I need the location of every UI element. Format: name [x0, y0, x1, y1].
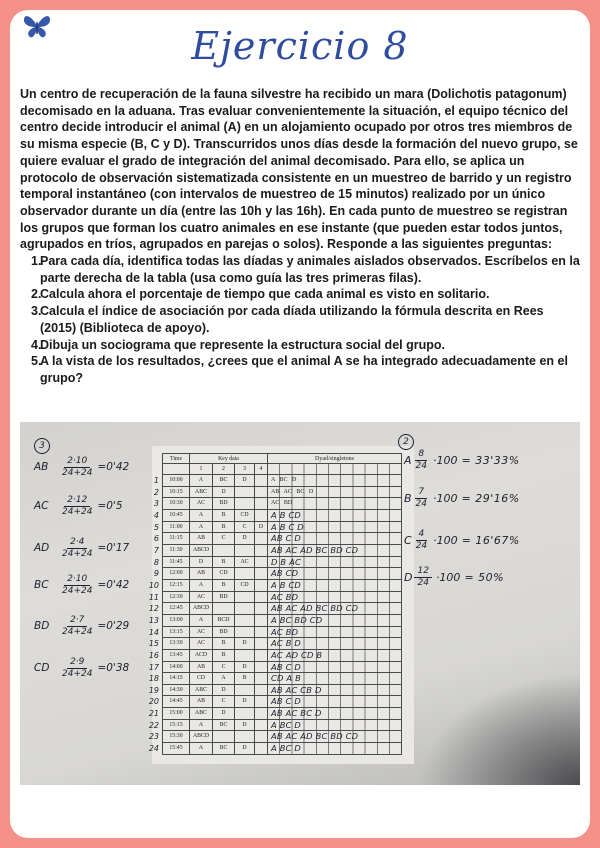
key-data-cell: A: [213, 673, 235, 685]
dyad-cell: AC BD: [268, 592, 402, 604]
fraction: [60, 495, 94, 518]
key-data-cell: B: [235, 673, 255, 685]
dyad-cell: AB C D: [268, 533, 402, 545]
time-cell: 14:45: [162, 696, 190, 708]
key-data-cell: AC: [190, 638, 213, 650]
key-data-cell: [255, 696, 268, 708]
denominator: 24: [415, 498, 427, 509]
table-row: [144, 720, 422, 732]
key-data-cell: AC: [190, 627, 213, 639]
key-data-cell: D: [213, 708, 235, 720]
numerator: 12: [414, 566, 431, 578]
key-data-cell: D: [255, 522, 268, 534]
key-data-cell: A: [190, 720, 213, 732]
key-data-cell: [255, 638, 268, 650]
dyad-label: BD: [34, 620, 50, 632]
dyad-label: AD: [34, 542, 50, 554]
time-cell: 11:00: [162, 522, 190, 534]
row-number: 10: [148, 580, 159, 590]
key-data-cell: D: [235, 743, 255, 755]
key-data-cell: [235, 568, 255, 580]
key-data-cell: AC: [190, 592, 213, 604]
row-number: 21: [148, 709, 159, 719]
key-data-cell: CD: [190, 673, 213, 685]
dyad-cell: AC B D: [268, 638, 402, 650]
header-col-3: 3: [235, 464, 255, 475]
key-data-cell: [255, 603, 268, 615]
key-data-cell: A: [190, 743, 213, 755]
question-list: [20, 253, 582, 387]
numerator: 2·7: [67, 615, 87, 627]
row-number-spacer: [144, 464, 162, 475]
dyad-label: AC: [34, 500, 49, 512]
key-data-cell: CD: [235, 510, 255, 522]
table-header-row: [144, 453, 422, 464]
result: =0'17: [97, 542, 130, 554]
multiplier: ·100: [433, 491, 458, 505]
dyad-cell: AB AC CB D: [268, 685, 402, 697]
multiplier: ·100: [433, 533, 458, 547]
table-row: [144, 638, 422, 650]
numerator: 2·9: [67, 657, 87, 669]
row-number: 11: [148, 592, 159, 602]
key-data-cell: D: [235, 475, 255, 487]
dyad-cell: AB AC AD BC BD CD: [268, 545, 402, 557]
question-item: [20, 286, 582, 303]
row-number: 9: [153, 569, 159, 579]
key-data-cell: BD: [213, 592, 235, 604]
key-data-cell: [213, 731, 235, 743]
question-item: [20, 253, 582, 286]
time-cell: 13:00: [162, 615, 190, 627]
key-data-cell: CD: [213, 568, 235, 580]
row-number: 4: [153, 510, 159, 520]
dyad-cell: AC AD CD B: [268, 650, 402, 662]
denominator: 24: [417, 577, 429, 588]
numerator: 2·4: [67, 537, 87, 549]
key-data-cell: AC: [190, 498, 213, 510]
row-number: 1: [153, 476, 159, 485]
key-data-cell: BC: [213, 743, 235, 755]
key-data-cell: C: [235, 522, 255, 534]
key-data-cell: AB: [190, 662, 213, 674]
fraction: [414, 449, 429, 472]
fraction: [414, 487, 429, 510]
result: = 29'16%: [461, 491, 520, 505]
key-data-cell: [255, 708, 268, 720]
key-data-cell: [255, 662, 268, 674]
question-number: 5.: [31, 354, 42, 369]
dyad-cell: AB AC AD BC BD CD: [268, 731, 402, 743]
key-data-cell: [235, 615, 255, 627]
dyad-cell: D B AC: [268, 557, 402, 569]
key-data-cell: BC: [213, 475, 235, 487]
question-item: [20, 337, 582, 354]
row-number: 7: [153, 545, 159, 555]
question-text: Para cada día, identifica todas las díadas y animales aislados observados. Escríbelos en la parte derecha de la tabla (usa como guía las tres primeras filas).: [40, 254, 580, 285]
time-cell: 12:30: [162, 592, 190, 604]
numerator: 4: [416, 529, 428, 541]
time-cell: 15:15: [162, 720, 190, 732]
fraction: [60, 657, 94, 680]
time-cell: 10:00: [162, 475, 190, 487]
dyad-cell: AC BD: [268, 498, 402, 510]
table-row: [144, 592, 422, 604]
question-text: Calcula ahora el porcentaje de tiempo que cada animal es visto en solitario.: [40, 287, 490, 302]
question-number: 1.: [31, 254, 42, 269]
row-number: 23: [148, 732, 159, 742]
association-calc: [34, 656, 129, 680]
intro-paragraph: Un centro de recuperación de la fauna silvestre ha recibido un mara (Dolichotis patagonum) decomisado en la aduana. Tras evaluar convenientemente la situación, el equipo técnico del centro decide introducir el animal (A) en un alojamiento ocupado por otros tres miembros de su misma especie (B, C y D). Transcurridos unos días desde la formación del nuevo grupo, se quiere evaluar el grado de integración del animal decomisado. Para ello, se aplica un protocolo de observación sistematizada consistente en un muestreo de barrido y un registro temporal instantáneo (con intervalos de muestreo de 15 minutos) realizado por un único observador durante un día (entre las 10h y las 16h). En cada punto de muestreo se registran los grupos que forman los cuatro animales en ese instante (que pueden estar todos juntos, agrupados en tríos, agrupados en parejas o solos). Responde a las siguientes preguntas:: [20, 87, 578, 252]
association-calc: [34, 494, 123, 518]
dyad-cell: A B C D: [268, 522, 402, 534]
time-cell: 13:45: [162, 650, 190, 662]
denominator: 24+24: [62, 626, 93, 637]
result: = 33'33%: [461, 453, 520, 467]
association-calc: [34, 614, 129, 638]
key-data-cell: [235, 545, 255, 557]
key-data-cell: D: [235, 720, 255, 732]
fraction: [60, 574, 94, 597]
key-data-cell: C: [213, 696, 235, 708]
key-data-cell: D: [213, 685, 235, 697]
dyad-cell: A BC D: [268, 475, 402, 487]
table-subheader-row: [144, 464, 422, 475]
key-data-cell: [255, 510, 268, 522]
table-row: [144, 662, 422, 674]
header-dyad-grid: [268, 464, 402, 475]
denominator: 24+24: [62, 668, 93, 679]
key-data-cell: [255, 743, 268, 755]
key-data-cell: BD: [213, 627, 235, 639]
key-data-cell: ACD: [190, 650, 213, 662]
multiplier: ·100: [432, 453, 458, 467]
numerator: 2·10: [64, 574, 90, 586]
time-cell: 10:45: [162, 510, 190, 522]
result: = 50%: [464, 570, 505, 584]
fraction: [60, 615, 94, 638]
key-data-cell: A: [190, 510, 213, 522]
time-cell: 14:30: [162, 685, 190, 697]
numerator: 7: [415, 487, 427, 499]
multiplier: ·100: [435, 570, 461, 584]
row-number: 24: [148, 744, 159, 754]
time-cell: 10:15: [162, 487, 190, 499]
key-data-cell: [235, 650, 255, 662]
solitary-calc: [404, 486, 520, 510]
key-data-cell: [255, 720, 268, 732]
key-data-cell: D: [235, 533, 255, 545]
row-number: 12: [148, 604, 159, 614]
dyad-cell: A BC D: [268, 743, 402, 755]
result: =0'42: [97, 579, 130, 591]
time-cell: 11:30: [162, 545, 190, 557]
table-row: [144, 487, 422, 499]
association-calc: [34, 455, 129, 479]
table-row: [144, 545, 422, 557]
key-data-cell: ABCD: [190, 545, 213, 557]
key-data-cell: [255, 580, 268, 592]
key-data-cell: [255, 673, 268, 685]
observation-table: [144, 453, 422, 755]
table-body: [144, 475, 422, 755]
dyad-cell: AB C D: [268, 662, 402, 674]
animal-label: C: [404, 533, 412, 547]
key-data-cell: CD: [235, 580, 255, 592]
key-data-cell: AB: [190, 696, 213, 708]
key-data-cell: A: [190, 475, 213, 487]
row-number: 19: [148, 685, 159, 695]
header-time: Time: [162, 453, 190, 464]
denominator: 24: [415, 540, 428, 551]
table-row: [144, 603, 422, 615]
result: =0'29: [97, 620, 130, 632]
key-data-cell: D: [190, 557, 213, 569]
dyad-label: BC: [34, 579, 49, 591]
key-data-cell: D: [213, 487, 235, 499]
key-data-cell: A: [190, 522, 213, 534]
fraction: [60, 456, 94, 479]
key-data-cell: [235, 603, 255, 615]
key-data-cell: [235, 487, 255, 499]
numerator: 8: [415, 449, 427, 461]
time-cell: 11:15: [162, 533, 190, 545]
key-data-cell: [255, 557, 268, 569]
page-title: Ejercicio 8: [191, 24, 409, 68]
row-number: 17: [148, 662, 159, 672]
numerator: 2·12: [64, 495, 90, 507]
key-data-cell: [255, 627, 268, 639]
row-number: 2: [153, 487, 159, 497]
time-cell: 11:45: [162, 557, 190, 569]
association-calc: [34, 573, 129, 597]
row-number: 16: [148, 650, 159, 660]
key-data-cell: [255, 685, 268, 697]
exercise-text: [20, 86, 582, 387]
key-data-cell: AB: [190, 568, 213, 580]
time-cell: 15:45: [162, 743, 190, 755]
denominator: 24+24: [62, 467, 93, 478]
key-data-cell: A: [190, 615, 213, 627]
key-data-cell: [235, 685, 255, 697]
section-2-marker: 2: [398, 434, 414, 450]
key-data-cell: [235, 627, 255, 639]
key-data-cell: [235, 731, 255, 743]
result: = 16'67%: [461, 533, 520, 547]
table-row: [144, 510, 422, 522]
section-3-marker: 3: [34, 438, 50, 454]
key-data-cell: [255, 592, 268, 604]
solitary-calc: [404, 528, 520, 552]
table-row: [144, 498, 422, 510]
key-data-cell: AB: [190, 533, 213, 545]
key-data-cell: D: [235, 662, 255, 674]
row-number-spacer: [144, 453, 162, 464]
denominator: 24+24: [62, 506, 93, 517]
header-time-blank: [162, 464, 190, 475]
row-number: 6: [153, 534, 159, 544]
key-data-cell: [255, 731, 268, 743]
time-cell: 15:00: [162, 708, 190, 720]
key-data-cell: ABC: [190, 487, 213, 499]
dyad-cell: A B CD: [268, 510, 402, 522]
header-dyads: Dyad/singletons: [268, 453, 402, 464]
question-text: Dibuja un sociograma que represente la estructura social del grupo.: [40, 337, 445, 352]
animal-label: A: [404, 453, 412, 467]
numerator: 2·10: [64, 456, 90, 468]
table-row: [144, 557, 422, 569]
result: =0'38: [97, 662, 130, 674]
fraction: [60, 537, 94, 560]
key-data-cell: B: [213, 522, 235, 534]
question-text: A la vista de los resultados, ¿crees que el animal A se ha integrado adecuadamente en el grupo?: [40, 354, 568, 385]
table-row: [144, 475, 422, 487]
row-number: 8: [153, 557, 159, 567]
animal-label: B: [404, 491, 412, 505]
dyad-cell: AB CD: [268, 568, 402, 580]
result: =0'5: [97, 500, 123, 512]
key-data-cell: ABC: [190, 685, 213, 697]
worksheet-photo: [20, 422, 580, 785]
time-cell: 14:15: [162, 673, 190, 685]
denominator: 24+24: [62, 585, 93, 596]
time-cell: 13:30: [162, 638, 190, 650]
denominator: 24+24: [62, 548, 93, 559]
table-row: [144, 650, 422, 662]
table-row: [144, 615, 422, 627]
table-row: [144, 731, 422, 743]
row-number: 20: [148, 697, 159, 707]
key-data-cell: [255, 615, 268, 627]
header-col-4: 4: [255, 464, 268, 475]
dyad-cell: A B CD: [268, 580, 402, 592]
row-number: 5: [153, 522, 159, 532]
time-cell: 12:00: [162, 568, 190, 580]
key-data-cell: [255, 498, 268, 510]
solitary-calc: [404, 565, 504, 589]
row-number: 3: [153, 499, 159, 509]
key-data-cell: [255, 487, 268, 499]
row-number: 18: [148, 674, 159, 684]
association-calc: [34, 536, 129, 560]
table-row: [144, 696, 422, 708]
row-number: 13: [148, 615, 159, 625]
key-data-cell: BCD: [213, 615, 235, 627]
key-data-cell: D: [235, 696, 255, 708]
row-number: 22: [148, 720, 159, 730]
key-data-cell: [213, 545, 235, 557]
dyad-cell: AC BD: [268, 627, 402, 639]
key-data-cell: B: [213, 557, 235, 569]
key-data-cell: [235, 708, 255, 720]
solitary-calc: [404, 448, 520, 472]
key-data-cell: ABCD: [190, 603, 213, 615]
dyad-cell: AB AC BC D: [268, 708, 402, 720]
table-row: [144, 533, 422, 545]
key-data-cell: [255, 650, 268, 662]
denominator: 24: [415, 460, 427, 471]
question-item: [20, 353, 582, 386]
question-item: [20, 303, 582, 336]
question-number: 3.: [31, 304, 42, 319]
question-number: 4.: [31, 337, 42, 352]
key-data-cell: B: [213, 638, 235, 650]
key-data-cell: D: [235, 638, 255, 650]
key-data-cell: [235, 498, 255, 510]
dyad-cell: AB AC AD BC BD CD: [268, 603, 402, 615]
animal-label: D: [404, 570, 413, 584]
table-row: [144, 522, 422, 534]
dyad-cell: CD A B: [268, 673, 402, 685]
fraction: [414, 566, 431, 589]
row-number: 14: [148, 627, 159, 637]
result: =0'42: [97, 461, 130, 473]
key-data-cell: [255, 475, 268, 487]
table-row: [144, 568, 422, 580]
dyad-label: AB: [34, 461, 49, 473]
dyad-label: CD: [34, 662, 50, 674]
key-data-cell: [255, 533, 268, 545]
key-data-cell: B: [213, 580, 235, 592]
time-cell: 15:30: [162, 731, 190, 743]
table-row: [144, 708, 422, 720]
key-data-cell: B: [213, 510, 235, 522]
header-key-data: Key data: [190, 453, 268, 464]
table-row: [144, 580, 422, 592]
header-col-1: 1: [190, 464, 213, 475]
question-text: Calcula el índice de asociación por cada díada utilizando la fórmula descrita en Rees (2015) (Biblioteca de apoyo).: [40, 304, 544, 335]
time-cell: 12:45: [162, 603, 190, 615]
dyad-cell: A BC D: [268, 720, 402, 732]
time-cell: 14:00: [162, 662, 190, 674]
key-data-cell: C: [213, 662, 235, 674]
time-cell: 10:30: [162, 498, 190, 510]
table-row: [144, 685, 422, 697]
key-data-cell: BC: [213, 720, 235, 732]
dyad-cell: AB C D: [268, 696, 402, 708]
time-cell: 13:15: [162, 627, 190, 639]
key-data-cell: C: [213, 533, 235, 545]
key-data-cell: [235, 592, 255, 604]
key-data-cell: B: [213, 650, 235, 662]
table-row: [144, 627, 422, 639]
question-number: 2.: [31, 287, 42, 302]
key-data-cell: [255, 568, 268, 580]
dyad-cell: A BC BD CD: [268, 615, 402, 627]
time-cell: 12:15: [162, 580, 190, 592]
key-data-cell: [255, 545, 268, 557]
key-data-cell: ABC: [190, 708, 213, 720]
dyad-cell: AB AC BC D: [268, 487, 402, 499]
fraction: [414, 529, 429, 552]
row-number: 15: [148, 639, 159, 649]
table-row: [144, 743, 422, 755]
key-data-cell: [213, 603, 235, 615]
key-data-cell: AC: [235, 557, 255, 569]
key-data-cell: A: [190, 580, 213, 592]
header-col-2: 2: [213, 464, 235, 475]
table-row: [144, 673, 422, 685]
key-data-cell: BD: [213, 498, 235, 510]
key-data-cell: ABCD: [190, 731, 213, 743]
